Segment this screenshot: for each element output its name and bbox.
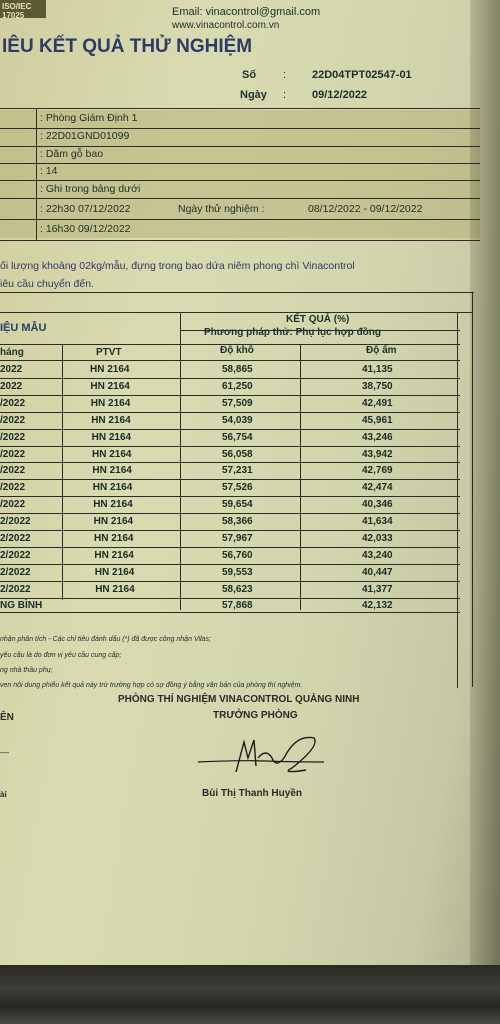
info-row-6: : 22h30 07/12/2022 xyxy=(40,203,131,215)
left-cut-label-2: ài xyxy=(0,790,7,799)
logo-text: ISO/IEC 17025 xyxy=(2,2,32,20)
table-cell-date: 2/2022 xyxy=(0,533,31,544)
info-row-3: : Dăm gỗ bao xyxy=(40,148,104,160)
table-cell-date: /2022 xyxy=(0,397,26,409)
table-cell-moisture: 41,377 xyxy=(362,583,393,595)
info-row-2: : 22D01GND01099 xyxy=(40,130,130,142)
table-cell-date: 2022 xyxy=(0,364,23,375)
table-cell-moisture: 41,634 xyxy=(362,516,393,528)
table-cell-moisture: 41,135 xyxy=(362,364,393,375)
document-title: IÊU KẾT QUẢ THỬ NGHIỆM xyxy=(2,36,253,57)
table-cell-dry-matter: 58,865 xyxy=(222,364,253,375)
table-cell-date: /2022 xyxy=(0,499,26,511)
average-moisture: 42,132 xyxy=(362,600,393,611)
table-cell-dry-matter: 57,231 xyxy=(222,465,253,477)
table-cell-dry-matter: 58,623 xyxy=(222,583,253,595)
info-row-7: : 16h30 09/12/2022 xyxy=(40,223,131,235)
table-cell-ptvt: HN 2164 xyxy=(90,364,130,375)
table-cell-dry-matter: 54,039 xyxy=(222,414,253,426)
table-cell-ptvt: HN 2164 xyxy=(94,549,134,561)
test-date-value: 08/12/2022 - 09/12/2022 xyxy=(308,203,423,215)
info-row-5: : Ghi trong bảng dưới xyxy=(40,183,141,195)
handwritten-signature xyxy=(196,728,326,778)
table-cell-ptvt: HN 2164 xyxy=(94,566,135,578)
table-cell-dry-matter: 57,967 xyxy=(222,533,253,544)
table-cell-ptvt: HN 2164 xyxy=(92,482,133,494)
email-line: Email: vinacontrol@gmail.com xyxy=(172,6,321,18)
table-cell-ptvt: HN 2164 xyxy=(92,465,132,477)
table-cell-date: 2/2022 xyxy=(0,516,31,528)
info-row-1: : Phòng Giám Định 1 xyxy=(40,112,138,124)
table-cell-date: /2022 xyxy=(0,448,26,460)
table-cell-date: 2/2022 xyxy=(0,583,31,595)
table-cell-dry-matter: 59,654 xyxy=(222,499,253,511)
table-cell-date: /2022 xyxy=(0,465,26,477)
table-cell-moisture: 40,346 xyxy=(362,499,393,511)
table-cell-moisture: 42,474 xyxy=(362,482,393,494)
average-drymatter: 57,868 xyxy=(222,600,253,611)
table-cell-date: 2/2022 xyxy=(0,549,31,561)
table-cell-ptvt: HN 2164 xyxy=(90,397,131,409)
table-cell-ptvt: HN 2164 xyxy=(92,448,132,460)
table-cell-dry-matter: 56,760 xyxy=(222,549,253,561)
method-header: Phương pháp thử: Phụ lục hợp đồng xyxy=(204,327,382,338)
result-header: KẾT QUẢ (%) xyxy=(286,314,350,325)
table-cell-moisture: 45,961 xyxy=(362,414,393,426)
footnote-3: ng nhà thầu phụ; xyxy=(0,667,53,674)
col-date-header: háng xyxy=(0,347,24,358)
signer-title: TRƯỞNG PHÒNG xyxy=(213,710,298,721)
average-label: NG BÌNH xyxy=(0,600,43,611)
number-label: Số xyxy=(242,69,257,81)
table-cell-date: /2022 xyxy=(0,431,26,443)
table-cell-ptvt: HN 2164 xyxy=(93,499,133,511)
table-cell-ptvt: HN 2164 xyxy=(90,380,130,392)
table-cell-moisture: 43,246 xyxy=(362,431,393,443)
report-number: 22D04TPT02547-01 xyxy=(312,69,412,81)
table-cell-ptvt: HN 2164 xyxy=(91,431,132,443)
table-cell-moisture: 43,240 xyxy=(362,549,393,561)
table-cell-moisture: 43,942 xyxy=(362,448,393,460)
note-line-2: iêu cầu chuyển đến. xyxy=(0,278,94,290)
footnote-4: ven nội dung phiếu kết quả này trừ trường hợp có sự đồng ý bằng văn bản của phòng thí nghiệm. xyxy=(0,682,303,689)
table-cell-date: /2022 xyxy=(0,414,26,426)
test-date-label: Ngày thử nghiệm : xyxy=(178,203,265,215)
sample-header: IỆU MẪU xyxy=(0,322,47,334)
table-cell-moisture: 42,491 xyxy=(362,397,393,409)
date-label: Ngày xyxy=(240,89,267,101)
table-cell-ptvt: HN 2164 xyxy=(94,533,134,544)
info-row-4: : 14 xyxy=(40,165,58,177)
table-cell-date: /2022 xyxy=(0,482,26,494)
table-cell-dry-matter: 56,058 xyxy=(222,448,253,460)
col-drymatter-header: Độ khô xyxy=(220,345,254,356)
table-cell-dry-matter: 57,509 xyxy=(222,397,253,409)
document-page: ISO/IEC 17025 Email: vinacontrol@gmail.com www.vinacontrol.com.vn IÊU KẾT QUẢ THỬ NGHIỆM Số : 22D04TPT02547-01 Ngày : 09/12/2022 : Phòng Giám Định 1 : 22D01GND01099 : Dăm gỗ bao : 14 : Ghi trong bảng dưới : 22h30 07/12/2022 Ngày thử nghiệm : 08/12/2022 - 09/12/2022 : 16h30 09/12/2022 ối lượng khoảng 02kg/mẫu, đựng trong bao dứa niêm phong chì Vinacontrol iêu cầu chuyển đến. IỆU MẪU KẾT QUẢ (%) Phương pháp thử: Phụ lục hợp đồng háng PTVT Độ khô Độ ẩm 2022 HN 2164 58,865 41,135 2022 HN 2164 61,250 38,750 /2022 HN 2164 57,509 42,491 /2022 HN 2164 54,039 45,961 /2022 HN 2164 56,754 43,246 /2022 HN 2164 56,058 43,942 /2022 HN 2164 57,231 42,769 /2022 HN 2164 57,526 42,474 /2022 HN 2164 59,654 40,346 2/2022 HN 2164 58,366 41,634 2/2022 HN 2164 57,967 42,033 2/2022 HN 2164 56,760 43,240 2/2022 HN 2164 59,553 40,447 2/2022 HN 2164 58,623 41,377 NG BÌNH 57,868 42,132 nhận phân tích - Các chỉ tiêu đánh dấu (*) đã được công nhận Vilas; yêu cầu là do đơn vị yêu cầu cung cấp; ng nhà thầu phụ; ven nội dung phiếu kết quả này trừ trường hợp có sự đồng ý bằng văn bản của phòng thí nghiệm. PHÒNG THÍ NGHIỆM VINACONTROL QUẢNG NINH TRƯỞNG PHÒNG ÊN ài — Bùi Thị Thanh Huyền xyxy=(0,0,500,1024)
table-cell-date: 2/2022 xyxy=(0,566,31,578)
monitor-bezel xyxy=(0,965,500,1024)
note-line-1: ối lượng khoảng 02kg/mẫu, đựng trong bao dứa niêm phong chì Vinacontrol xyxy=(0,260,355,272)
table-cell-dry-matter: 59,553 xyxy=(222,566,253,578)
left-cut-label: ÊN xyxy=(0,712,14,723)
table-cell-dry-matter: 61,250 xyxy=(222,380,253,392)
col-ptvt-header: PTVT xyxy=(96,347,122,358)
table-cell-moisture: 40,447 xyxy=(362,566,393,578)
lab-name: PHÒNG THÍ NGHIỆM VINACONTROL QUẢNG NINH xyxy=(118,694,360,705)
table-cell-ptvt: HN 2164 xyxy=(91,414,131,426)
table-cell-ptvt: HN 2164 xyxy=(93,516,134,528)
footnote-1: nhận phân tích - Các chỉ tiêu đánh dấu (*) đã được công nhận Vilas; xyxy=(0,636,211,643)
signer-name: Bùi Thị Thanh Huyền xyxy=(202,788,302,799)
company-logo xyxy=(0,0,46,18)
table-cell-moisture: 38,750 xyxy=(362,380,393,392)
col-moisture-header: Độ ẩm xyxy=(366,345,397,356)
table-cell-ptvt: HN 2164 xyxy=(95,583,135,595)
report-date: 09/12/2022 xyxy=(312,89,368,101)
table-cell-dry-matter: 58,366 xyxy=(222,516,253,528)
table-cell-date: 2022 xyxy=(0,380,23,392)
table-cell-dry-matter: 57,526 xyxy=(222,482,253,494)
footnote-2: yêu cầu là do đơn vị yêu cầu cung cấp; xyxy=(0,652,122,659)
table-cell-moisture: 42,033 xyxy=(362,533,393,544)
table-cell-moisture: 42,769 xyxy=(362,465,393,477)
website-line: www.vinacontrol.com.vn xyxy=(172,20,280,31)
table-cell-dry-matter: 56,754 xyxy=(222,431,253,443)
